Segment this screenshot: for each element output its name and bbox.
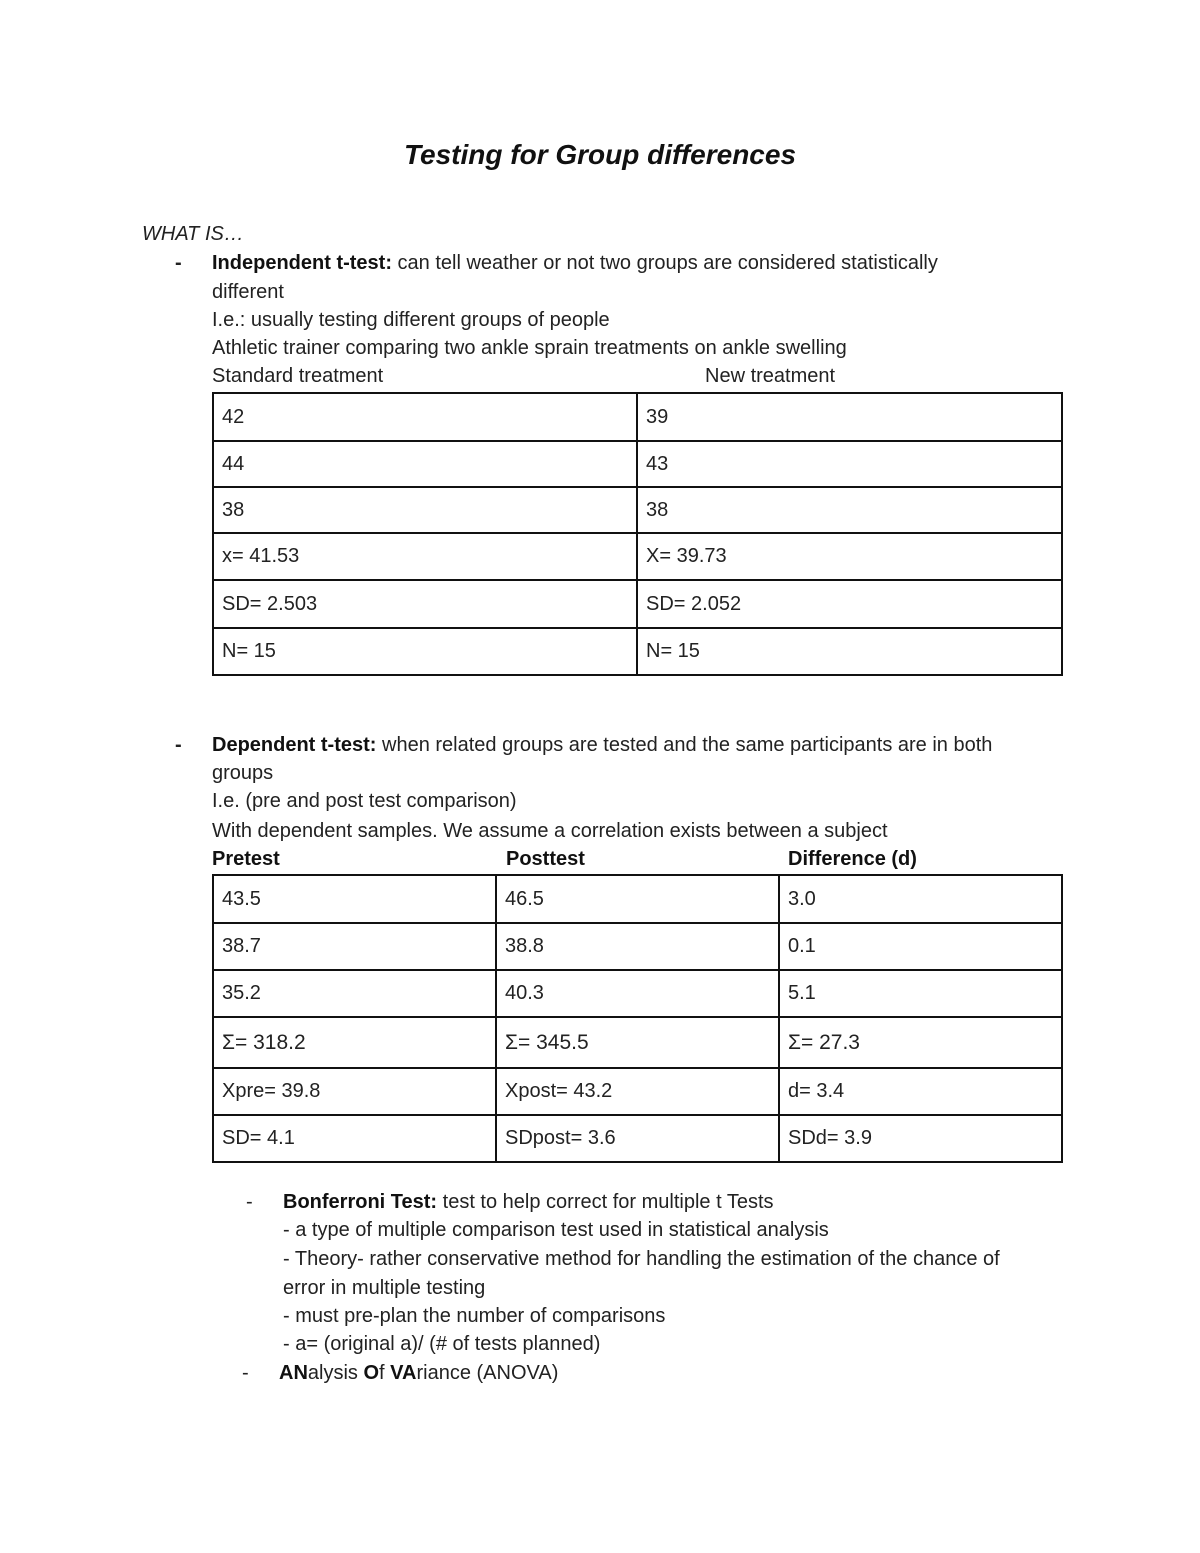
table-cell: Σ= 27.3 [779, 1017, 1062, 1068]
table-cell: 38 [213, 487, 637, 533]
table-row [213, 628, 1062, 675]
table-cell: SD= 2.503 [213, 580, 637, 628]
dependent-definition-cont: groups [212, 762, 274, 784]
column-label-difference: Difference (d) [788, 848, 917, 870]
anova-item [279, 1359, 558, 1387]
dependent-table [212, 874, 1063, 1163]
table-cell: 38.8 [496, 923, 779, 970]
table-row [213, 393, 1062, 441]
table-cell: Xpre= 39.8 [213, 1068, 496, 1115]
table-row [213, 580, 1062, 628]
bullet-dash: - [175, 252, 182, 274]
table-cell: 43.5 [213, 875, 496, 923]
independent-scenario: Athletic trainer comparing two ankle sprain treatments on ankle swelling [212, 337, 847, 359]
anova-bold-va: VA [390, 1362, 417, 1384]
table-row [213, 1068, 1062, 1115]
table-row [213, 487, 1062, 533]
table-cell: 38 [637, 487, 1062, 533]
dependent-definition-text: when related groups are tested and the same participants are in both [376, 734, 993, 756]
table-cell: Σ= 318.2 [213, 1017, 496, 1068]
table-cell: SD= 4.1 [213, 1115, 496, 1162]
anova-text: f [379, 1362, 391, 1384]
section-heading: WHAT IS… [142, 223, 244, 245]
list-item: error in multiple testing [283, 1277, 486, 1299]
bullet-dash: - [246, 1191, 253, 1213]
anova-bold-an: AN [279, 1362, 308, 1384]
table-cell: N= 15 [213, 628, 637, 675]
table-cell: Σ= 345.5 [496, 1017, 779, 1068]
table-cell: SDpost= 3.6 [496, 1115, 779, 1162]
table-row [213, 923, 1062, 970]
table-cell: 44 [213, 441, 637, 487]
list-item: - a type of multiple comparison test used in statistical analysis [283, 1219, 829, 1241]
table-cell: 46.5 [496, 875, 779, 923]
dependent-definition [212, 731, 992, 759]
dependent-term: Dependent t-test: [212, 734, 377, 756]
table-row [213, 875, 1062, 923]
column-label-new: New treatment [705, 365, 836, 387]
table-row [213, 441, 1062, 487]
table-cell: 39 [637, 393, 1062, 441]
independent-example: I.e.: usually testing different groups of people [212, 309, 610, 331]
column-label-pretest: Pretest [212, 848, 280, 870]
dependent-example: I.e. (pre and post test comparison) [212, 790, 517, 812]
table-cell: 38.7 [213, 923, 496, 970]
dependent-assumption: With dependent samples. We assume a correlation exists between a subject [212, 820, 888, 842]
list-item: - Theory- rather conservative method for handling the estimation of the chance of [283, 1248, 1000, 1270]
table-row [213, 1115, 1062, 1162]
table-cell: 35.2 [213, 970, 496, 1017]
independent-definition-text: can tell weather or not two groups are considered statistically [392, 252, 938, 274]
page-title: Testing for Group differences [403, 139, 797, 170]
list-item: - a= (original a)/ (# of tests planned) [283, 1333, 601, 1355]
independent-definition [212, 249, 938, 277]
independent-definition-cont: different [212, 281, 284, 303]
anova-bold-o: O [363, 1362, 380, 1384]
table-cell: SDd= 3.9 [779, 1115, 1062, 1162]
anova-text: riance (ANOVA) [416, 1362, 559, 1384]
table-cell: 3.0 [779, 875, 1062, 923]
bonferroni-definition [283, 1188, 774, 1216]
column-label-posttest: Posttest [506, 848, 585, 870]
column-label-standard: Standard treatment [212, 365, 384, 387]
table-cell: 5.1 [779, 970, 1062, 1017]
independent-table [212, 392, 1063, 676]
table-cell: N= 15 [637, 628, 1062, 675]
table-row [213, 533, 1062, 580]
table-cell: SD= 2.052 [637, 580, 1062, 628]
table-row [213, 1017, 1062, 1068]
bonferroni-term: Bonferroni Test: [283, 1191, 438, 1213]
table-cell: 42 [213, 393, 637, 441]
independent-term: Independent t-test: [212, 252, 392, 274]
anova-text: alysis [307, 1362, 364, 1384]
table-cell: X= 39.73 [637, 533, 1062, 580]
table-cell: 0.1 [779, 923, 1062, 970]
list-item: - must pre-plan the number of comparisons [283, 1305, 666, 1327]
table-cell: 40.3 [496, 970, 779, 1017]
table-cell: Xpost= 43.2 [496, 1068, 779, 1115]
bullet-dash: - [242, 1362, 249, 1384]
bonferroni-definition-text: test to help correct for multiple t Tests [437, 1191, 774, 1213]
table-cell: d= 3.4 [779, 1068, 1062, 1115]
table-cell: x= 41.53 [213, 533, 637, 580]
table-row [213, 970, 1062, 1017]
bullet-dash: - [175, 734, 182, 756]
table-cell: 43 [637, 441, 1062, 487]
